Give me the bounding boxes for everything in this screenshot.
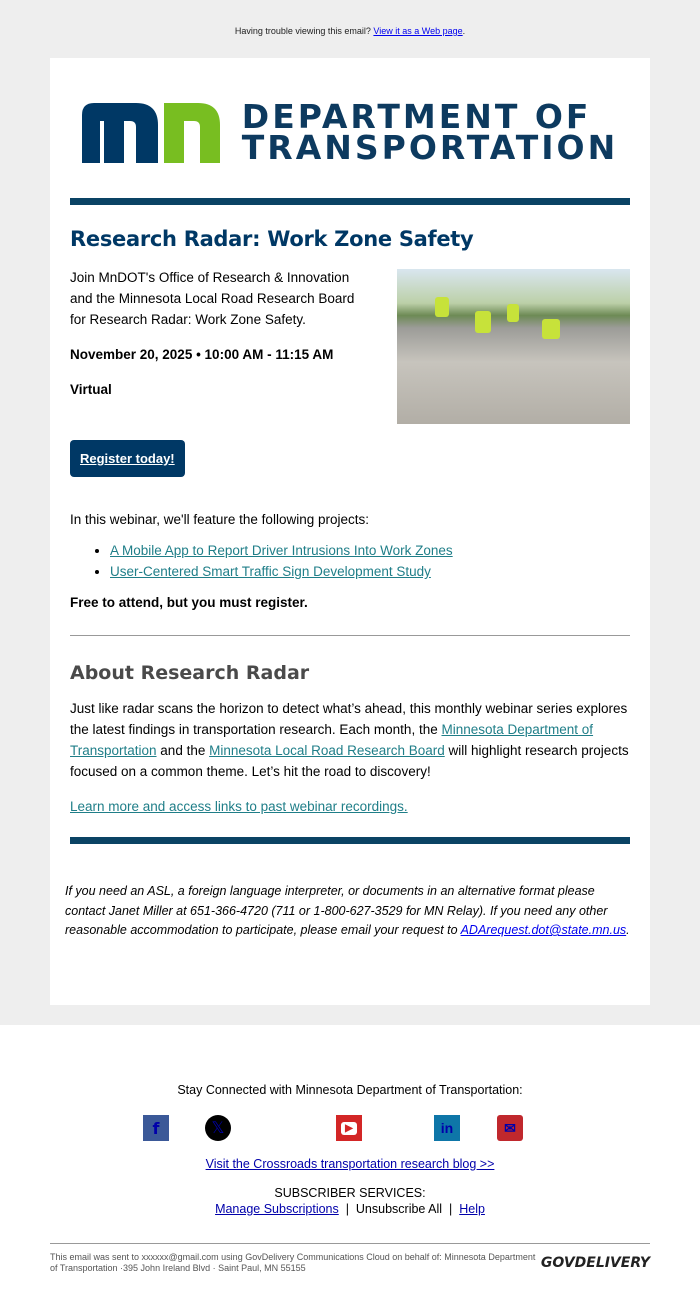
event-location: Virtual bbox=[70, 382, 112, 397]
footer: Stay Connected with Minnesota Department of Transportation: f 𝕏 ▶ in ✉ Visit the Crossroads transportation research blog >> SUBSCRIBER SERVICES: Manage Subscriptions | Unsubscribe All | Help This email was sent to xxxxxx@gmail.com using GovDelivery Communications Cloud on behalf of: Minnesota Department of Transportation ·395 John Ireland Blvd · Saint Paul, MN 55155 GOVDELIVERY bbox=[0, 1025, 700, 1274]
divider bbox=[50, 1243, 650, 1244]
youtube-icon[interactable]: ▶ bbox=[336, 1115, 362, 1141]
manage-subscriptions-link[interactable]: Manage Subscriptions bbox=[215, 1202, 339, 1216]
mndot-link[interactable]: Minnesota Department of Transportation bbox=[70, 722, 594, 758]
preheader: Having trouble viewing this email? View it as a Web page. bbox=[234, 26, 466, 36]
mn-logo-icon bbox=[82, 101, 222, 163]
sent-notice: This email was sent to xxxxxx@gmail.com using GovDelivery Communications Cloud on behalf of: Minnesota Department of Transportation ·395 John Ireland Blvd · Saint Paul, MN 55155 bbox=[50, 1252, 536, 1273]
x-icon[interactable]: 𝕏 bbox=[205, 1115, 231, 1141]
projects-intro: In this webinar, we'll feature the following projects: bbox=[70, 512, 369, 527]
blog-link[interactable]: Visit the Crossroads transportation research blog >> bbox=[205, 1157, 495, 1171]
projects-list bbox=[110, 540, 630, 582]
email-card bbox=[50, 58, 650, 1005]
ada-email-link[interactable]: ADArequest.dot@state.mn.us bbox=[460, 923, 627, 937]
list-item bbox=[110, 540, 630, 561]
project-link[interactable]: A Mobile App to Report Driver Intrusions Into Work Zones bbox=[110, 543, 453, 558]
list-item bbox=[110, 561, 630, 582]
about-heading: About Research Radar bbox=[70, 662, 310, 684]
event-datetime: November 20, 2025 • 10:00 AM - 11:15 AM bbox=[70, 347, 334, 362]
about-text: Just like radar scans the horizon to detect what’s ahead, this monthly webinar series explores the latest findings in transportation research. Each month, the Minnesota Department of Transportation and the Minnesota Local Road Research Board will highlight research projects focused on a common theme. Let’s hit the road to discovery! bbox=[70, 701, 629, 779]
project-link[interactable]: User-Centered Smart Traffic Sign Development Study bbox=[110, 564, 431, 579]
divider-bar bbox=[70, 837, 630, 844]
lrrb-link[interactable]: Minnesota Local Road Research Board bbox=[209, 743, 445, 758]
facebook-icon[interactable]: f bbox=[143, 1115, 169, 1141]
web-version-link[interactable]: View it as a Web page bbox=[373, 26, 463, 36]
help-link[interactable]: Help bbox=[459, 1202, 485, 1216]
stay-connected: Stay Connected with Minnesota Department of Transportation: bbox=[177, 1083, 523, 1097]
divider bbox=[70, 635, 630, 636]
mndot-logo bbox=[70, 58, 630, 198]
free-note: Free to attend, but you must register. bbox=[70, 595, 308, 610]
unsubscribe-all[interactable]: Unsubscribe All bbox=[355, 1202, 443, 1216]
ada-notice: If you need an ASL, a foreign language interpreter, or documents in an alternative format please contact Janet Miller at 651-366-4720 (711 or 1-800-627-3529 for MN Relay). If you need any other reasonable accommodation to participate, please email your request to ADArequest.dot@state.mn.us. bbox=[65, 884, 630, 937]
logo-text: DEPARTMENT OF TRANSPORTATION bbox=[241, 97, 619, 167]
intro-text: Join MnDOT's Office of Research & Innovation and the Minnesota Local Road Research Board for Research Radar: Work Zone Safety. bbox=[70, 270, 355, 327]
divider-bar bbox=[70, 198, 630, 205]
page-title: Research Radar: Work Zone Safety bbox=[70, 227, 474, 251]
work-zone-photo bbox=[397, 269, 630, 424]
subscriber-services-label: SUBSCRIBER SERVICES: bbox=[274, 1186, 426, 1200]
linkedin-icon[interactable]: in bbox=[434, 1115, 460, 1141]
email-icon[interactable]: ✉ bbox=[497, 1115, 523, 1141]
learn-more-link[interactable]: Learn more and access links to past webinar recordings. bbox=[70, 799, 408, 814]
register-button[interactable]: Register today! bbox=[70, 440, 185, 477]
govdelivery-logo: GOVDELIVERY bbox=[540, 1255, 650, 1271]
